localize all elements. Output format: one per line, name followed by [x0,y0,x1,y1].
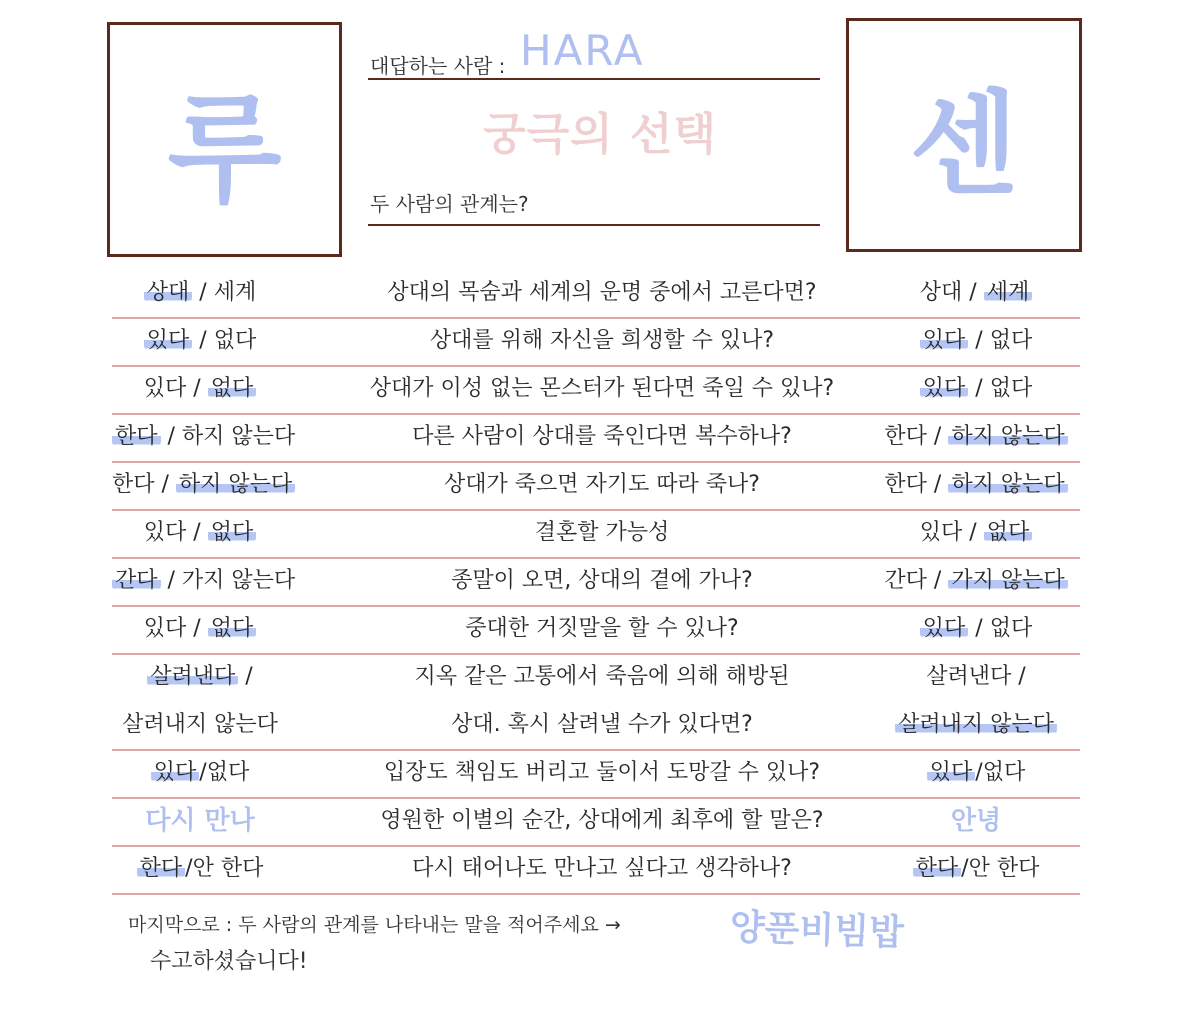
selected-option: 하지 않는다 [948,424,1067,449]
option-text: / 없다 [968,616,1033,641]
question-row [112,367,1080,415]
option-text: 상대 / [919,280,984,305]
selected-option: 살려낸다 [147,664,238,689]
question-text: 영원한 이별의 순간, 상대에게 최후에 할 말은? [380,808,824,833]
left-answer [112,613,288,645]
selected-option: 하지 않는다 [948,472,1067,497]
selected-option: 간다 [112,568,161,593]
left-answer [112,853,288,885]
question-row [112,511,1080,559]
option-text: / 가지 않는다 [160,568,296,593]
option-text: 한다 / [112,472,176,497]
left-answer [112,277,288,309]
selected-option: 있다 [151,760,200,785]
selected-option: 한다 [137,856,186,881]
respondent-underline [368,78,820,80]
question-row [112,607,1080,655]
question-text: 중대한 거짓말을 할 수 있나? [465,616,739,641]
handwritten-answer: 안녕 [950,806,1002,836]
selected-option: 있다 [927,760,976,785]
right-answer [872,661,1080,693]
question-text: 종말이 오면, 상대의 곁에 가나? [451,568,753,593]
selected-option: 가지 않는다 [948,568,1067,593]
option-text: /안 한다 [185,856,264,881]
left-name: 루 [167,80,282,219]
option-text: 살려낸다 / [926,664,1026,689]
selected-option: 한다 [112,424,161,449]
question-text: 상대를 위해 자신을 희생할 수 있나? [429,328,775,353]
right-answer [872,805,1080,837]
selected-option: 없다 [208,376,257,401]
question-row [112,463,1080,511]
left-answer [112,469,293,501]
option-text: / 하지 않는다 [160,424,296,449]
left-answer [112,565,296,597]
selected-option: 없다 [208,520,257,545]
question-text: 입장도 책임도 버리고 둘이서 도망갈 수 있나? [383,760,821,785]
left-answer [112,805,288,837]
selected-option: 있다 [920,616,969,641]
thanks-text: 수고하셨습니다! [150,949,308,974]
question-text: 결혼할 가능성 [534,520,670,545]
question-row [112,703,1080,751]
selected-option: 세계 [984,280,1033,305]
option-text: 한다 / [884,472,949,497]
option-text: /없다 [975,760,1026,785]
option-text: / 없다 [968,376,1033,401]
option-text: /없다 [199,760,250,785]
question-text: 상대. 혹시 살려낼 수가 있다면? [451,712,753,737]
question-row [112,799,1080,847]
selected-option: 하지 않는다 [176,472,295,497]
question-row [112,415,1080,463]
respondent-label: 대답하는 사람 : [370,54,506,78]
question-text: 다른 사람이 상대를 죽인다면 복수하나? [412,424,792,449]
left-answer [112,373,288,405]
question-row [112,751,1080,799]
left-name-box [107,22,342,257]
question-text: 상대가 이성 없는 몬스터가 된다면 죽일 수 있나? [369,376,835,401]
question-row [112,847,1080,895]
left-answer [112,325,288,357]
right-answer [872,325,1080,357]
option-text: 있다 / [143,616,208,641]
question-text: 다시 태어나도 만나고 싶다고 생각하나? [412,856,792,881]
right-answer [872,517,1080,549]
left-answer [112,661,288,693]
option-text: 있다 / [143,376,208,401]
selected-option: 없다 [984,520,1033,545]
selected-option: 없다 [208,616,257,641]
selected-option: 있다 [920,328,969,353]
left-answer [112,757,288,789]
respondent-value: HARA [520,26,645,75]
selected-option: 살려내지 않는다 [895,712,1057,737]
option-text: 간다 / [884,568,949,593]
selected-option: 한다 [913,856,962,881]
page-title: 궁극의 선택 [483,109,717,160]
option-text: / 세계 [192,280,257,305]
option-text: / 없다 [968,328,1033,353]
right-answer [872,421,1080,453]
relationship-label: 두 사람의 관계는? [370,192,529,216]
question-text: 지옥 같은 고통에서 죽음에 의해 해방된 [414,664,790,689]
option-text: / [238,664,253,689]
option-text: 있다 / [919,520,984,545]
option-text: 한다 / [884,424,949,449]
final-prompt: 마지막으로 : 두 사람의 관계를 나타내는 말을 적어주세요 → [128,914,621,936]
left-answer [112,517,288,549]
question-row [112,655,1080,703]
selected-option: 있다 [920,376,969,401]
right-name: 센 [909,79,1019,210]
right-answer [872,565,1080,597]
right-answer [872,709,1080,741]
left-answer [112,421,296,453]
right-answer [872,853,1080,885]
right-answer [872,613,1080,645]
option-text: / 없다 [192,328,257,353]
right-name-box [846,18,1082,252]
row-divider [112,893,1080,895]
right-answer [872,469,1080,501]
option-text: /안 한다 [961,856,1040,881]
question-row [112,271,1080,319]
handwritten-answer: 다시 만나 [145,806,255,836]
question-row [112,319,1080,367]
question-text: 상대의 목숨과 세계의 운명 중에서 고른다면? [387,280,817,305]
option-text: 살려내지 않는다 [122,712,278,737]
question-row [112,559,1080,607]
final-answer: 양푼비빔밥 [729,906,905,955]
selected-option: 상대 [144,280,193,305]
option-text: 있다 / [143,520,208,545]
selected-option: 있다 [144,328,193,353]
left-answer [112,709,288,741]
question-text: 상대가 죽으면 자기도 따라 죽나? [444,472,760,497]
right-answer [872,757,1080,789]
relationship-underline [368,224,820,226]
right-answer [872,373,1080,405]
right-answer [872,277,1080,309]
